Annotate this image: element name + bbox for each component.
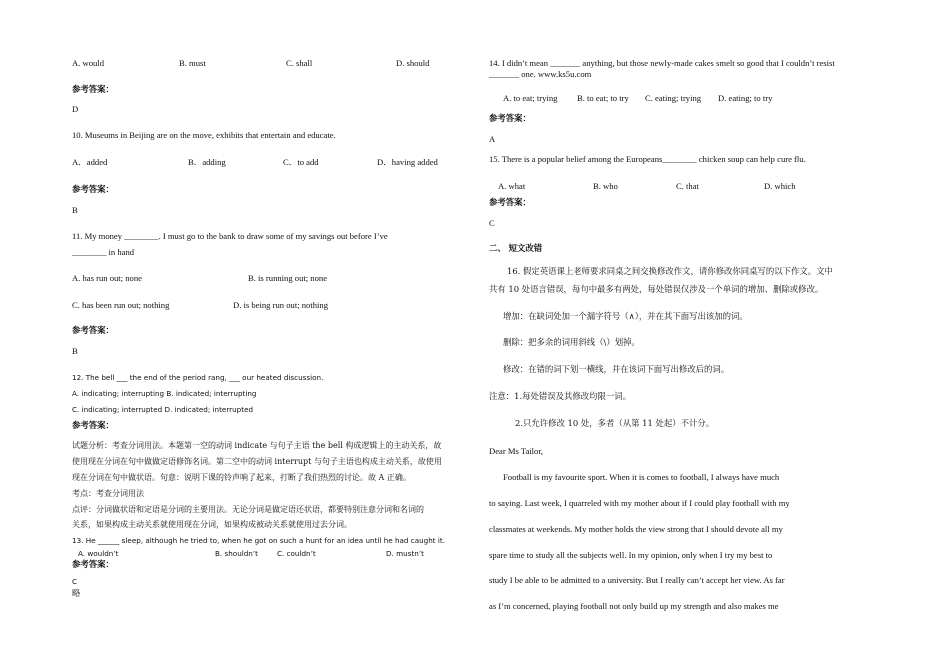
letter-line: classmates at weekends. My mother holds the view strong that I should devote all my	[489, 524, 783, 534]
q11-option-b: B. is running out; none	[248, 273, 328, 283]
answer-label: 参考答案：	[72, 184, 114, 194]
answer-label: 参考答案：	[72, 559, 114, 569]
note-line-1: 注意：1.每处错误及其修改均限一词。	[489, 391, 631, 401]
rule-delete: 删除：把多余的词用斜线（\）划掉。	[503, 337, 640, 347]
q15-option-b: B. who	[593, 181, 618, 191]
q11-text-line-2: ________ in hand	[72, 247, 135, 257]
letter-line: study I be able to be admitted to a university. But I really can’t accept her view. As far	[489, 575, 785, 585]
q12-options-row-2: C. indicating; interrupted D. indicated; interrupted	[72, 405, 254, 414]
letter-line: as I’m concerned, playing football not only build up my strength and also makes me	[489, 601, 779, 611]
q12-analysis-line: 试题分析：考查分词用法。本题第一空的动词 indicate 与句子主语 the bell 构成逻辑上的主动关系，故	[72, 441, 442, 450]
q14-option-c: C. eating; trying	[645, 93, 702, 103]
q15-text: 15. There is a popular belief among the Europeans________ chicken soup can help cure flu.	[489, 154, 806, 164]
q12-analysis-line: 点评：分词做状语和定语是分词的主要用法。无论分词是做定语还状语，都要特别注意分词和名词的	[72, 505, 424, 514]
answer-label: 参考答案：	[489, 113, 531, 123]
q11-option-a: A. has run out; none	[72, 273, 142, 283]
q11-option-c: C. has been run out; nothing	[72, 300, 170, 310]
answer-label: 参考答案：	[72, 84, 114, 94]
q13-option-a: A. wouldn’t	[78, 549, 119, 558]
q10-option-c: C．to add	[283, 157, 319, 167]
answer-label: 参考答案：	[72, 420, 114, 430]
q11-answer: B	[72, 346, 78, 356]
q10-option-d: D．having added	[377, 157, 438, 167]
answer-label: 参考答案：	[489, 197, 531, 207]
q14-text-line-1: 14. I didn’t mean _______ anything, but those newly-made cakes smelt so good that I couldn’t resist	[489, 58, 835, 68]
q13-option-b: B. shouldn’t	[215, 549, 258, 558]
q12-text: 12. The bell ___ the end of the period rang, ___ our heated discussion.	[72, 373, 324, 382]
rule-add: 增加：在缺词处加一个漏字符号（∧），并在其下面写出该加的词。	[503, 311, 748, 321]
q12-analysis-line: 现在分词在句中做状语。句意：说明下课的铃声响了起来，打断了我们热烈的讨论。故 A 正确。	[72, 473, 411, 482]
q9-option-c: C. shall	[286, 58, 313, 68]
q13-answer: C	[72, 577, 78, 586]
q16-intro-line-2: 共有 10 处语言错误，每句中最多有两处，每处错误仅涉及一个单词的增加、删除或修改。	[489, 284, 824, 294]
q12-options-row-1: A. indicating; interrupting B. indicated; interrupting	[72, 389, 257, 398]
answer-label: 参考答案：	[72, 325, 114, 335]
q9-option-a: A. would	[72, 58, 104, 68]
q11-text-line-1: 11. My money ________. I must go to the bank to draw some of my savings out before I’ve	[72, 231, 388, 241]
letter-line: to saying. Last week, I quarreled with my mother about if I could play football with my	[489, 498, 790, 508]
section-title: 二、 短文改错	[489, 243, 543, 253]
q10-answer: B	[72, 205, 78, 215]
letter-greeting: Dear Ms Tailor,	[489, 446, 544, 456]
q15-answer: C	[489, 218, 495, 228]
q11-option-d: D. is being run out; nothing	[233, 300, 329, 310]
q13-note: 略	[72, 588, 81, 598]
q9-option-b: B. must	[179, 58, 206, 68]
q10-option-a: A．added	[72, 157, 108, 167]
q15-option-c: C. that	[676, 181, 699, 191]
q12-analysis-line: 使用现在分词在句中做做定语修饰名词。第二空中的动词 interrupt 与句子主语也构成主动关系，故使用	[72, 457, 442, 466]
q14-option-b: B. to eat; to try	[577, 93, 629, 103]
letter-line: spare time to study all the subjects well. In my opinion, only when I try my best to	[489, 550, 773, 560]
q9-answer: D	[72, 104, 79, 114]
q12-analysis-line: 关系，如果构成主动关系就使用现在分词，如果构成被动关系就使用过去分词。	[72, 520, 352, 529]
q13-option-c: C. couldn’t	[277, 549, 316, 558]
note-line-2: 2.只允许修改 10 处，多者（从第 11 处起）不计分。	[515, 418, 715, 428]
q10-text: 10. Museums in Beijing are on the move, exhibits that entertain and educate.	[72, 130, 336, 140]
q14-option-d: D. eating; to try	[718, 93, 773, 103]
q16-intro-line-1: 16. 假定英语课上老师要求同桌之间交换修改作文，请你修改你同桌写的以下作文。文中	[507, 266, 833, 276]
rule-modify: 修改：在错的词下划一横线，并在该词下面写出修改后的词。	[503, 364, 730, 374]
letter-line: Football is my favourite sport. When it is comes to football, I always have much	[503, 472, 780, 482]
q10-option-b: B．adding	[188, 157, 226, 167]
q14-text-line-2: _______ one. www.ks5u.com	[489, 69, 592, 79]
q14-option-a: A. to eat; trying	[503, 93, 558, 103]
q15-option-d: D. which	[764, 181, 796, 191]
q13-option-d: D. mustn’t	[386, 549, 424, 558]
q13-text: 13. He ______ sleep, although he tried to, when he got on such a hunt for an idea until he had caught it.	[72, 536, 446, 545]
q12-analysis-line: 考点：考查分词用法	[72, 489, 144, 498]
q9-option-d: D. should	[396, 58, 430, 68]
q14-answer: A	[489, 134, 496, 144]
q15-option-a: A. what	[498, 181, 526, 191]
